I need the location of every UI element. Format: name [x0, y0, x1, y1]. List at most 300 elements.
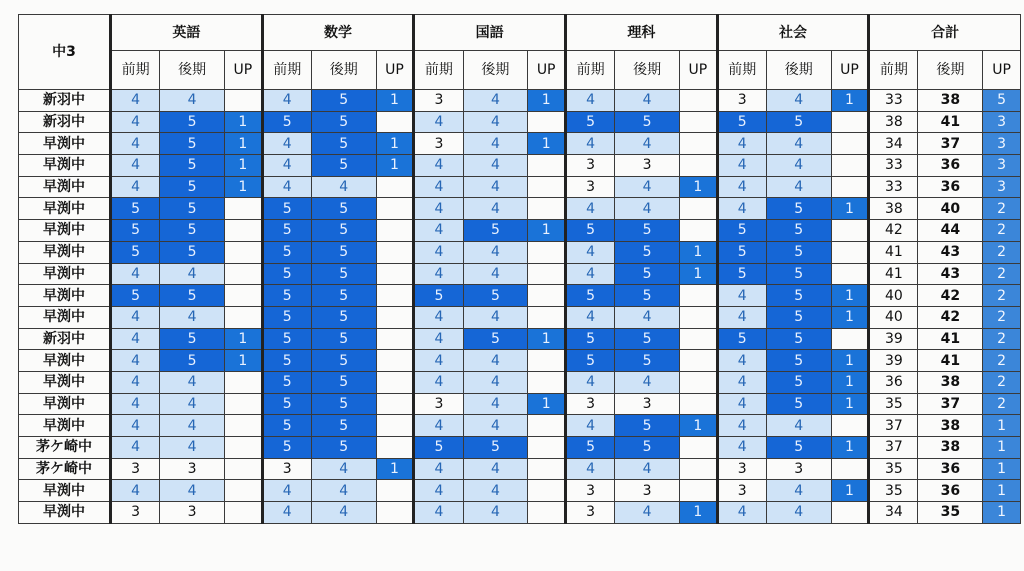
total-up: 2 — [983, 220, 1021, 242]
score-second-term: 5 — [311, 263, 376, 285]
total-first-term: 40 — [869, 306, 918, 328]
term-header-second: 後期 — [311, 51, 376, 90]
score-second-term: 5 — [160, 198, 225, 220]
score-first-term: 4 — [111, 90, 160, 112]
total-second-term: 44 — [918, 220, 983, 242]
score-up — [376, 263, 414, 285]
score-second-term: 4 — [463, 111, 528, 133]
score-first-term: 4 — [566, 133, 615, 155]
total-up: 1 — [983, 480, 1021, 502]
score-second-term: 4 — [160, 437, 225, 459]
score-up — [376, 220, 414, 242]
school-name: 早渕中 — [19, 285, 111, 307]
score-first-term: 4 — [111, 133, 160, 155]
score-first-term: 5 — [566, 285, 615, 307]
term-header-first: 前期 — [111, 51, 160, 90]
score-first-term: 4 — [414, 155, 463, 177]
score-second-term: 4 — [766, 415, 831, 437]
score-up — [680, 393, 718, 415]
score-second-term: 4 — [766, 133, 831, 155]
table-row — [19, 176, 1021, 198]
score-second-term: 3 — [615, 480, 680, 502]
total-second-term: 43 — [918, 263, 983, 285]
score-first-term: 5 — [111, 241, 160, 263]
school-name: 新羽中 — [19, 90, 111, 112]
score-second-term: 4 — [463, 502, 528, 524]
score-first-term: 3 — [717, 90, 766, 112]
score-second-term: 5 — [766, 437, 831, 459]
score-up: 1 — [831, 350, 869, 372]
total-second-term: 38 — [918, 415, 983, 437]
score-first-term: 5 — [262, 285, 311, 307]
score-second-term: 5 — [463, 285, 528, 307]
score-first-term: 4 — [111, 350, 160, 372]
score-second-term: 5 — [766, 198, 831, 220]
total-first-term: 33 — [869, 176, 918, 198]
total-second-term: 41 — [918, 350, 983, 372]
total-first-term: 41 — [869, 263, 918, 285]
score-second-term: 5 — [160, 285, 225, 307]
score-first-term: 5 — [717, 111, 766, 133]
score-up — [225, 306, 263, 328]
total-first-term: 39 — [869, 350, 918, 372]
score-up — [225, 263, 263, 285]
total-second-term: 41 — [918, 111, 983, 133]
score-first-term: 4 — [111, 176, 160, 198]
score-up — [528, 371, 566, 393]
score-up — [528, 437, 566, 459]
score-up — [831, 176, 869, 198]
score-second-term: 5 — [160, 155, 225, 177]
score-first-term: 5 — [262, 371, 311, 393]
total-first-term: 37 — [869, 437, 918, 459]
score-first-term: 5 — [262, 437, 311, 459]
score-second-term: 5 — [160, 176, 225, 198]
score-up — [376, 241, 414, 263]
score-first-term: 3 — [566, 155, 615, 177]
score-second-term: 4 — [463, 458, 528, 480]
total-up: 5 — [983, 90, 1021, 112]
score-second-term: 4 — [463, 155, 528, 177]
total-up: 2 — [983, 350, 1021, 372]
score-second-term: 4 — [463, 480, 528, 502]
score-second-term: 4 — [615, 176, 680, 198]
school-name: 茅ケ崎中 — [19, 458, 111, 480]
score-up: 1 — [831, 90, 869, 112]
total-up: 3 — [983, 176, 1021, 198]
total-up: 2 — [983, 393, 1021, 415]
score-second-term: 5 — [160, 133, 225, 155]
score-first-term: 4 — [414, 328, 463, 350]
score-second-term: 5 — [311, 133, 376, 155]
score-up — [225, 220, 263, 242]
school-name: 早渕中 — [19, 415, 111, 437]
score-second-term: 3 — [615, 393, 680, 415]
score-first-term: 4 — [262, 502, 311, 524]
score-first-term: 5 — [566, 437, 615, 459]
score-second-term: 4 — [615, 133, 680, 155]
score-second-term: 5 — [615, 241, 680, 263]
score-first-term: 4 — [566, 458, 615, 480]
term-header-first: 前期 — [566, 51, 615, 90]
score-up — [376, 393, 414, 415]
score-second-term: 5 — [766, 350, 831, 372]
score-up — [225, 393, 263, 415]
score-up — [680, 480, 718, 502]
score-second-term: 5 — [311, 111, 376, 133]
term-header-second: 後期 — [463, 51, 528, 90]
score-up — [680, 350, 718, 372]
score-second-term: 4 — [615, 90, 680, 112]
score-second-term: 5 — [615, 437, 680, 459]
score-first-term: 5 — [717, 263, 766, 285]
score-up: 1 — [831, 437, 869, 459]
school-name: 早渕中 — [19, 220, 111, 242]
score-up — [225, 198, 263, 220]
score-second-term: 3 — [160, 502, 225, 524]
score-second-term: 4 — [766, 480, 831, 502]
score-up — [680, 328, 718, 350]
term-header-row — [19, 51, 1021, 90]
score-second-term: 4 — [160, 90, 225, 112]
score-first-term: 4 — [414, 480, 463, 502]
score-first-term: 5 — [262, 263, 311, 285]
score-up — [225, 285, 263, 307]
score-first-term: 4 — [111, 480, 160, 502]
score-up — [376, 502, 414, 524]
score-first-term: 4 — [566, 198, 615, 220]
score-second-term: 5 — [463, 437, 528, 459]
total-first-term: 36 — [869, 371, 918, 393]
total-up: 2 — [983, 306, 1021, 328]
score-first-term: 5 — [717, 241, 766, 263]
score-first-term: 4 — [717, 306, 766, 328]
score-second-term: 4 — [766, 90, 831, 112]
score-up — [376, 415, 414, 437]
score-first-term: 3 — [414, 90, 463, 112]
total-second-term: 36 — [918, 480, 983, 502]
score-second-term: 5 — [160, 220, 225, 242]
score-up — [225, 502, 263, 524]
total-up: 1 — [983, 437, 1021, 459]
score-up — [680, 437, 718, 459]
score-second-term: 5 — [766, 285, 831, 307]
score-second-term: 5 — [766, 371, 831, 393]
score-second-term: 5 — [311, 306, 376, 328]
total-second-term: 36 — [918, 458, 983, 480]
score-first-term: 4 — [566, 241, 615, 263]
score-first-term: 4 — [262, 155, 311, 177]
score-first-term: 4 — [414, 220, 463, 242]
school-name: 早渕中 — [19, 480, 111, 502]
score-second-term: 4 — [160, 306, 225, 328]
total-up: 1 — [983, 458, 1021, 480]
total-first-term: 35 — [869, 480, 918, 502]
table-row — [19, 502, 1021, 524]
score-up — [376, 350, 414, 372]
score-second-term: 4 — [463, 198, 528, 220]
score-first-term: 4 — [414, 415, 463, 437]
score-first-term: 3 — [566, 502, 615, 524]
score-second-term: 5 — [615, 111, 680, 133]
score-second-term: 5 — [615, 220, 680, 242]
score-second-term: 4 — [463, 90, 528, 112]
table-row — [19, 263, 1021, 285]
score-up — [376, 198, 414, 220]
subject-header: 合計 — [869, 15, 1021, 51]
score-first-term: 4 — [566, 371, 615, 393]
score-up — [680, 198, 718, 220]
score-second-term: 5 — [160, 350, 225, 372]
score-up: 1 — [528, 393, 566, 415]
total-second-term: 42 — [918, 285, 983, 307]
score-up — [376, 480, 414, 502]
score-second-term: 4 — [160, 480, 225, 502]
score-up: 1 — [528, 220, 566, 242]
score-first-term: 3 — [566, 393, 615, 415]
score-first-term: 4 — [414, 458, 463, 480]
total-first-term: 39 — [869, 328, 918, 350]
score-second-term: 4 — [311, 176, 376, 198]
score-up — [376, 176, 414, 198]
score-first-term: 4 — [111, 415, 160, 437]
score-up: 1 — [225, 328, 263, 350]
score-first-term: 4 — [111, 328, 160, 350]
score-second-term: 3 — [615, 155, 680, 177]
total-second-term: 38 — [918, 371, 983, 393]
subject-header: 英語 — [111, 15, 263, 51]
total-first-term: 42 — [869, 220, 918, 242]
table-row — [19, 111, 1021, 133]
score-second-term: 5 — [766, 220, 831, 242]
score-second-term: 4 — [615, 502, 680, 524]
school-name: 新羽中 — [19, 328, 111, 350]
term-header-second: 後期 — [918, 51, 983, 90]
score-up — [528, 241, 566, 263]
total-first-term: 37 — [869, 415, 918, 437]
score-first-term: 4 — [566, 90, 615, 112]
score-first-term: 3 — [717, 458, 766, 480]
score-first-term: 4 — [717, 371, 766, 393]
school-name: 早渕中 — [19, 393, 111, 415]
subject-header: 国語 — [414, 15, 566, 51]
score-first-term: 5 — [414, 285, 463, 307]
total-second-term: 38 — [918, 90, 983, 112]
total-first-term: 40 — [869, 285, 918, 307]
score-up: 1 — [831, 198, 869, 220]
grade-label: 中3 — [19, 15, 111, 90]
score-up — [528, 502, 566, 524]
score-first-term: 4 — [262, 480, 311, 502]
score-first-term: 5 — [262, 220, 311, 242]
score-first-term: 4 — [717, 502, 766, 524]
total-up: 2 — [983, 241, 1021, 263]
score-table — [18, 14, 1021, 524]
score-second-term: 5 — [311, 198, 376, 220]
score-second-term: 5 — [160, 111, 225, 133]
score-second-term: 3 — [160, 458, 225, 480]
table-row — [19, 328, 1021, 350]
score-first-term: 5 — [262, 350, 311, 372]
score-second-term: 5 — [311, 393, 376, 415]
score-second-term: 4 — [463, 176, 528, 198]
score-up — [528, 458, 566, 480]
total-up: 3 — [983, 111, 1021, 133]
score-first-term: 4 — [566, 306, 615, 328]
score-up — [831, 111, 869, 133]
total-second-term: 41 — [918, 328, 983, 350]
score-first-term: 5 — [262, 111, 311, 133]
score-first-term: 5 — [111, 198, 160, 220]
score-second-term: 5 — [311, 328, 376, 350]
score-first-term: 4 — [414, 371, 463, 393]
score-up — [831, 133, 869, 155]
score-second-term: 5 — [766, 263, 831, 285]
score-table-container — [18, 14, 1020, 560]
score-up — [831, 502, 869, 524]
total-up: 2 — [983, 328, 1021, 350]
school-name: 茅ケ崎中 — [19, 437, 111, 459]
score-first-term: 5 — [717, 328, 766, 350]
score-second-term: 5 — [311, 350, 376, 372]
table-row — [19, 458, 1021, 480]
total-up: 2 — [983, 371, 1021, 393]
table-row — [19, 350, 1021, 372]
school-name: 早渕中 — [19, 133, 111, 155]
score-second-term: 5 — [463, 220, 528, 242]
score-first-term: 5 — [566, 328, 615, 350]
total-second-term: 37 — [918, 133, 983, 155]
subject-header-row — [19, 15, 1021, 51]
score-first-term: 5 — [414, 437, 463, 459]
score-up — [680, 90, 718, 112]
score-up — [225, 437, 263, 459]
score-first-term: 4 — [414, 176, 463, 198]
score-up: 1 — [225, 176, 263, 198]
score-second-term: 4 — [463, 241, 528, 263]
score-second-term: 5 — [311, 241, 376, 263]
score-second-term: 5 — [615, 285, 680, 307]
score-up — [528, 350, 566, 372]
score-second-term: 4 — [615, 458, 680, 480]
score-second-term: 5 — [311, 285, 376, 307]
term-header-second: 後期 — [766, 51, 831, 90]
score-second-term: 5 — [766, 111, 831, 133]
total-second-term: 35 — [918, 502, 983, 524]
score-first-term: 4 — [111, 155, 160, 177]
term-header-second: 後期 — [615, 51, 680, 90]
score-up — [376, 306, 414, 328]
term-header-second: 後期 — [160, 51, 225, 90]
table-row — [19, 90, 1021, 112]
score-second-term: 4 — [463, 393, 528, 415]
school-name: 早渕中 — [19, 176, 111, 198]
score-second-term: 5 — [615, 263, 680, 285]
score-second-term: 5 — [615, 415, 680, 437]
score-first-term: 4 — [414, 350, 463, 372]
score-second-term: 5 — [311, 220, 376, 242]
score-first-term: 4 — [414, 502, 463, 524]
score-first-term: 3 — [414, 133, 463, 155]
score-up — [528, 263, 566, 285]
table-row — [19, 285, 1021, 307]
score-second-term: 4 — [615, 198, 680, 220]
subject-header: 数学 — [262, 15, 414, 51]
total-second-term: 43 — [918, 241, 983, 263]
total-up: 2 — [983, 285, 1021, 307]
score-up — [528, 111, 566, 133]
score-second-term: 5 — [766, 328, 831, 350]
score-second-term: 4 — [311, 502, 376, 524]
score-first-term: 3 — [262, 458, 311, 480]
score-first-term: 4 — [111, 371, 160, 393]
score-first-term: 3 — [566, 176, 615, 198]
score-up — [680, 220, 718, 242]
score-first-term: 5 — [566, 350, 615, 372]
score-up: 1 — [680, 241, 718, 263]
score-first-term: 3 — [111, 502, 160, 524]
total-first-term: 41 — [869, 241, 918, 263]
score-first-term: 5 — [111, 285, 160, 307]
score-first-term: 3 — [414, 393, 463, 415]
subject-header: 社会 — [717, 15, 869, 51]
score-up — [225, 480, 263, 502]
total-up: 2 — [983, 263, 1021, 285]
school-name: 早渕中 — [19, 155, 111, 177]
score-first-term: 4 — [414, 263, 463, 285]
score-first-term: 4 — [566, 415, 615, 437]
score-first-term: 3 — [717, 480, 766, 502]
score-second-term: 4 — [160, 415, 225, 437]
score-first-term: 4 — [414, 111, 463, 133]
score-first-term: 5 — [262, 415, 311, 437]
table-row — [19, 133, 1021, 155]
score-up — [376, 111, 414, 133]
score-second-term: 4 — [463, 133, 528, 155]
score-second-term: 4 — [160, 393, 225, 415]
score-up: 1 — [376, 90, 414, 112]
score-first-term: 4 — [111, 111, 160, 133]
score-second-term: 5 — [463, 328, 528, 350]
score-up — [680, 458, 718, 480]
term-header-first: 前期 — [869, 51, 918, 90]
score-second-term: 5 — [311, 415, 376, 437]
school-name: 早渕中 — [19, 502, 111, 524]
total-up: 1 — [983, 502, 1021, 524]
score-up — [680, 133, 718, 155]
score-first-term: 4 — [262, 176, 311, 198]
score-up — [831, 220, 869, 242]
score-second-term: 4 — [463, 306, 528, 328]
score-up: 1 — [528, 133, 566, 155]
total-first-term: 33 — [869, 155, 918, 177]
score-first-term: 4 — [111, 306, 160, 328]
total-second-term: 37 — [918, 393, 983, 415]
score-first-term: 4 — [717, 285, 766, 307]
total-first-term: 35 — [869, 458, 918, 480]
score-second-term: 5 — [615, 328, 680, 350]
score-first-term: 5 — [111, 220, 160, 242]
score-up — [528, 306, 566, 328]
score-up: 1 — [225, 111, 263, 133]
score-first-term: 4 — [414, 198, 463, 220]
score-second-term: 5 — [766, 306, 831, 328]
score-up — [225, 90, 263, 112]
score-second-term: 5 — [160, 241, 225, 263]
score-first-term: 5 — [717, 220, 766, 242]
score-up — [376, 437, 414, 459]
score-up: 1 — [831, 285, 869, 307]
